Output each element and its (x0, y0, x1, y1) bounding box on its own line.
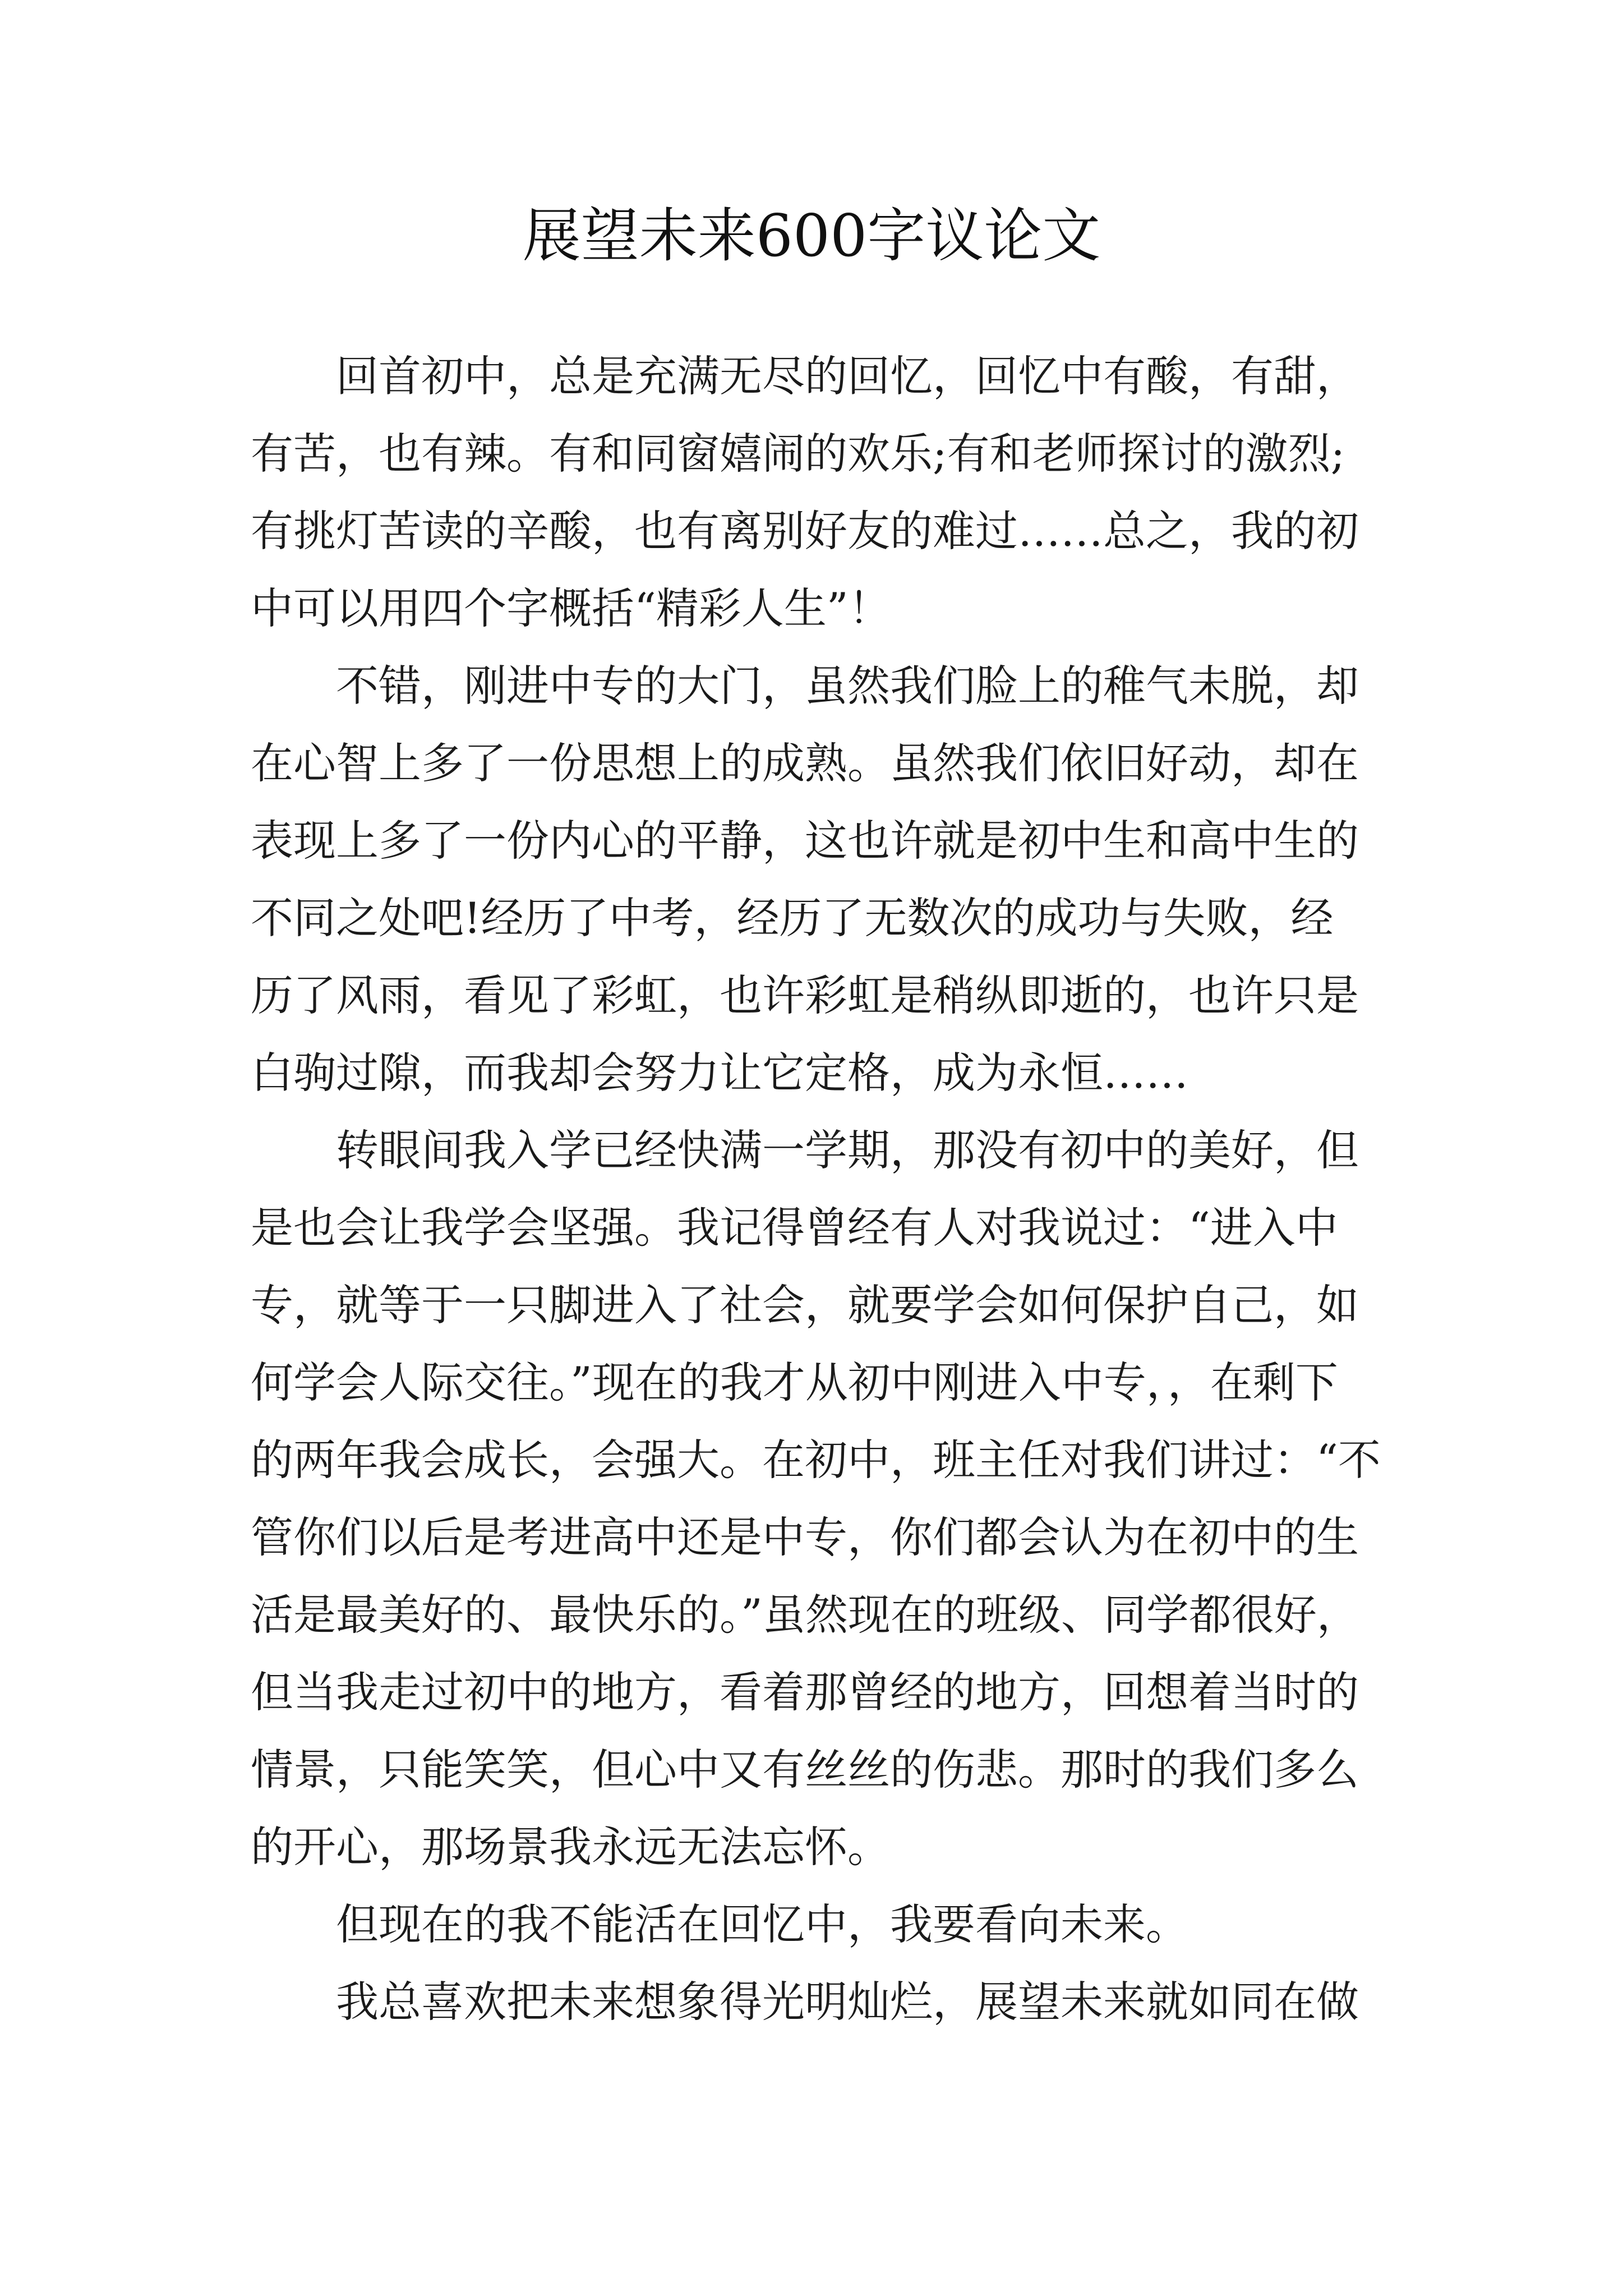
paragraph-2-line-6: 白驹过隙，而我却会努力让它定格，成为永恒…… (251, 1048, 1188, 1098)
document-title: 展望未来600字议论文 (522, 201, 1101, 270)
paragraph-2-line-3: 表现上多了一份内心的平静，这也许就是初中生和高中生的 (251, 816, 1359, 866)
paragraph-1-line-4: 中可以用四个字概括“精彩人生”！ (251, 583, 891, 633)
paragraph-2-line-1: 不错，刚进中专的大门，虽然我们脸上的稚气未脱，却 (336, 661, 1359, 711)
paragraph-1-line-2: 有苦，也有辣。有和同窗嬉闹的欢乐;有和老师探讨的激烈; (251, 429, 1345, 478)
document-body (251, 338, 1412, 2041)
paragraph-3-line-7: 活是最美好的、最快乐的。”虽然现在的班级、同学都很好， (251, 1590, 1359, 1640)
paragraph-3-line-1: 转眼间我入学已经快满一学期，那没有初中的美好，但 (336, 1125, 1359, 1175)
paragraph-1-line-1: 回首初中，总是充满无尽的回忆，回忆中有酸，有甜， (336, 351, 1359, 401)
paragraph-2-line-5: 历了风雨，看见了彩虹，也许彩虹是稍纵即逝的，也许只是 (251, 970, 1359, 1020)
paragraph-3-line-4: 何学会人际交往。”现在的我才从初中刚进入中专，，在剩下 (251, 1358, 1338, 1407)
paragraph-3-line-6: 管你们以后是考进高中还是中专，你们都会认为在初中的生 (251, 1512, 1359, 1562)
paragraph-2-line-2: 在心智上多了一份思想上的成熟。虽然我们依旧好动，却在 (251, 738, 1359, 788)
paragraph-3-line-3: 专，就等于一只脚进入了社会，就要学会如何保护自己，如 (251, 1280, 1359, 1330)
paragraph-3-line-8: 但当我走过初中的地方，看着那曾经的地方，回想着当时的 (251, 1667, 1359, 1717)
paragraph-3-line-2: 是也会让我学会坚强。我记得曾经有人对我说过：“进入中 (251, 1203, 1338, 1253)
paragraph-3-line-9: 情景，只能笑笑，但心中又有丝丝的伤悲。那时的我们多么 (251, 1745, 1359, 1795)
paragraph-3-line-10: 的开心，那场景我永远无法忘怀。 (251, 1822, 890, 1872)
paragraph-4-line-1: 但现在的我不能活在回忆中，我要看向未来。 (336, 1899, 1188, 1949)
paragraph-2-line-4: 不同之处吧!经历了中考，经历了无数次的成功与失败，经 (251, 893, 1334, 943)
paragraph-5-line-1: 我总喜欢把未来想象得光明灿烂，展望未来就如同在做 (336, 1977, 1359, 2027)
paragraph-1-line-3: 有挑灯苦读的辛酸，也有离别好友的难过……总之，我的初 (251, 506, 1359, 556)
paragraph-3-line-5: 的两年我会成长，会强大。在初中，班主任对我们讲过：“不 (251, 1435, 1381, 1485)
